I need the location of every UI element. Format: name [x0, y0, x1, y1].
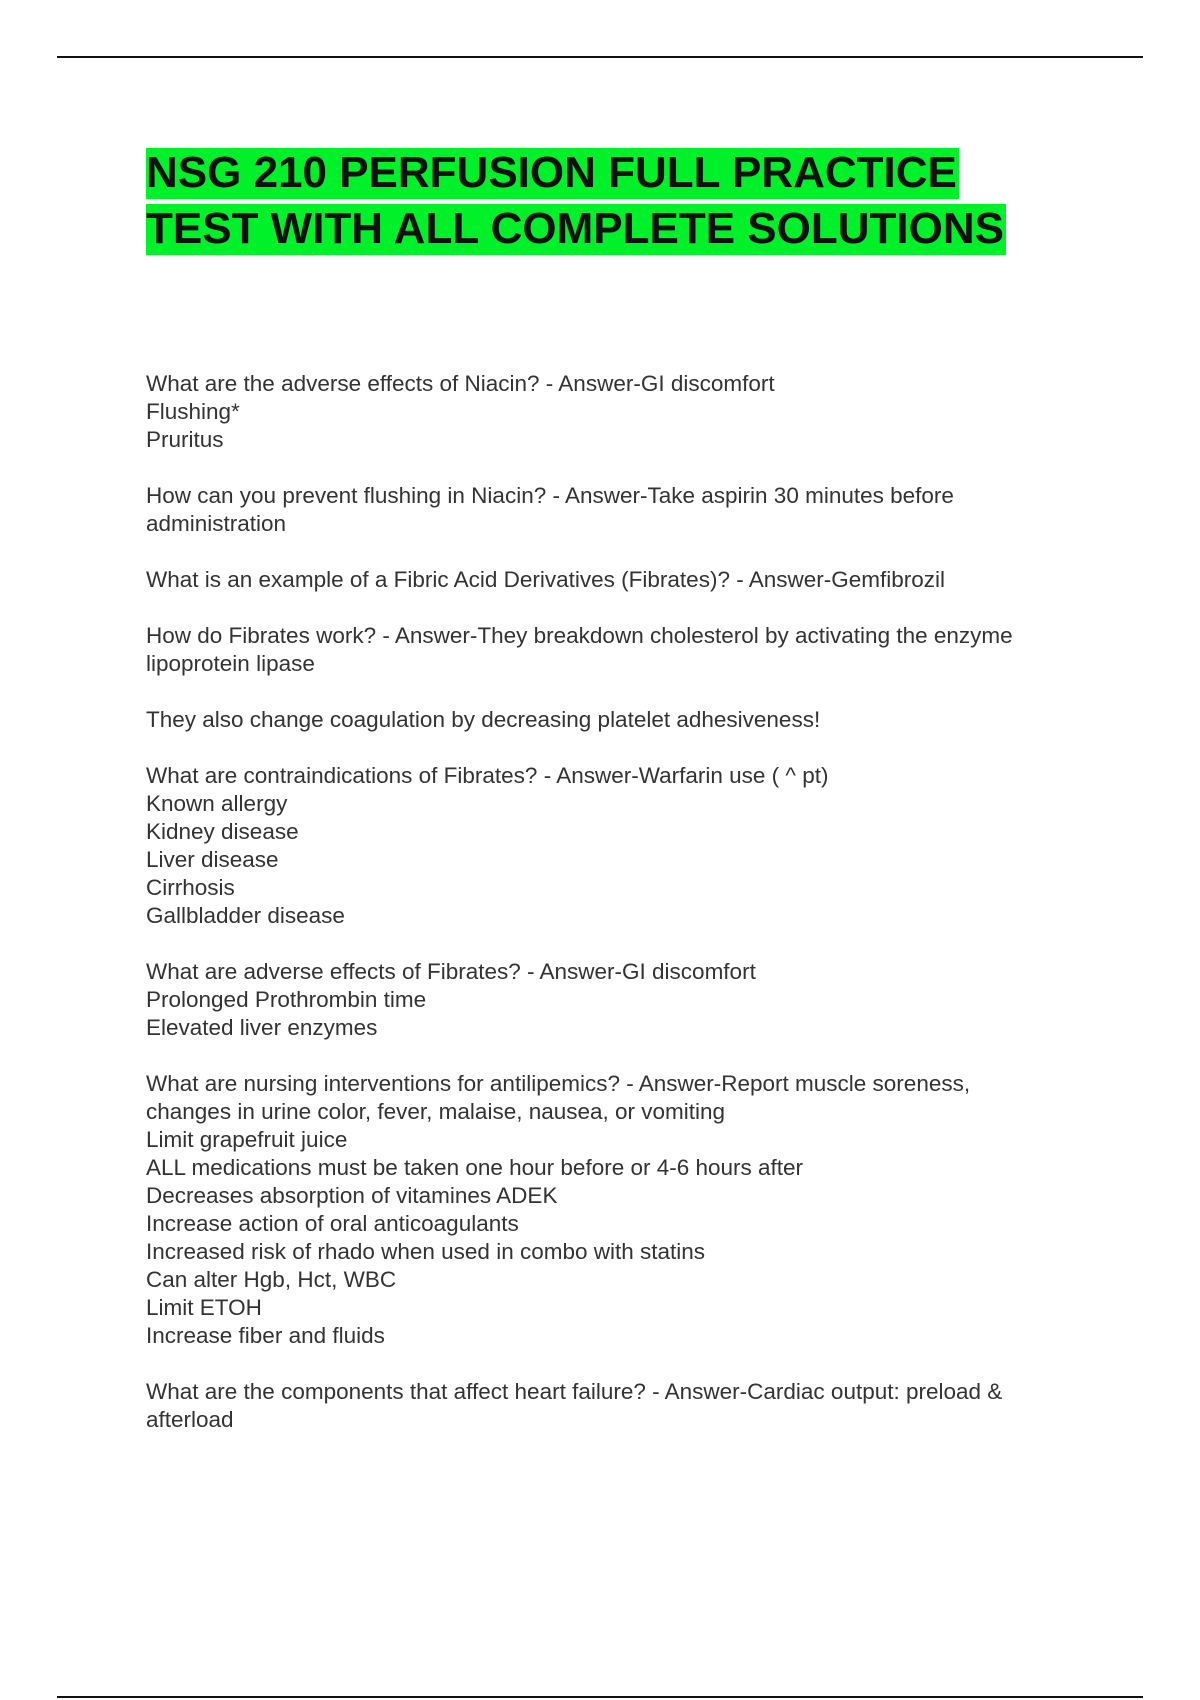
answer-line: Cirrhosis [146, 875, 235, 900]
qa-entry [146, 706, 1106, 734]
answer-line: Gallbladder disease [146, 903, 345, 928]
answer-line: Elevated liver enzymes [146, 1015, 378, 1040]
answer-line: Kidney disease [146, 819, 299, 844]
answer-line: Can alter Hgb, Hct, WBC [146, 1267, 397, 1292]
question-text: What are the adverse effects of Niacin? - Answer-GI discomfort [146, 371, 775, 396]
answer-line: Limit ETOH [146, 1295, 262, 1320]
qa-entry [146, 482, 1106, 538]
answer-line: administration [146, 511, 287, 536]
answer-line: lipoprotein lipase [146, 651, 315, 676]
question-text: What are contraindications of Fibrates? - Answer-Warfarin use ( ^ pt) [146, 763, 829, 788]
answer-line: Flushing* [146, 399, 240, 424]
qa-entry [146, 622, 1106, 678]
question-text: How do Fibrates work? - Answer-They breakdown cholesterol by activating the enzyme [146, 623, 1013, 648]
question-text: They also change coagulation by decreasing platelet adhesiveness! [146, 707, 821, 732]
qa-entry [146, 1070, 1106, 1350]
header-rule [57, 56, 1143, 58]
answer-line: Limit grapefruit juice [146, 1127, 348, 1152]
answer-line: afterload [146, 1407, 234, 1432]
answer-line: Increase fiber and fluids [146, 1323, 385, 1348]
question-text: What is an example of a Fibric Acid Derivatives (Fibrates)? - Answer-Gemfibrozil [146, 567, 946, 592]
question-text: What are nursing interventions for antilipemics? - Answer-Report muscle soreness, [146, 1071, 971, 1096]
question-text: What are the components that affect heart failure? - Answer-Cardiac output: preload & [146, 1379, 1003, 1404]
answer-line: Liver disease [146, 847, 279, 872]
answer-line: changes in urine color, fever, malaise, nausea, or vomiting [146, 1099, 726, 1124]
answer-line: Increased risk of rhado when used in combo with statins [146, 1239, 706, 1264]
qa-entry [146, 370, 1106, 454]
qa-entry [146, 762, 1106, 930]
question-text: What are adverse effects of Fibrates? - Answer-GI discomfort [146, 959, 756, 984]
answer-line: Increase action of oral anticoagulants [146, 1211, 519, 1236]
footer-rule [57, 1696, 1143, 1698]
answer-line: Known allergy [146, 791, 288, 816]
qa-content [146, 370, 1106, 1462]
document-title [146, 145, 1126, 257]
question-text: How can you prevent flushing in Niacin? - Answer-Take aspirin 30 minutes before [146, 483, 954, 508]
qa-entry [146, 566, 1106, 594]
qa-entry [146, 958, 1106, 1042]
answer-line: Decreases absorption of vitamines ADEK [146, 1183, 558, 1208]
title-line: TEST WITH ALL COMPLETE SOLUTIONS [146, 204, 1004, 253]
qa-entry [146, 1378, 1106, 1434]
answer-line: Pruritus [146, 427, 224, 452]
answer-line: Prolonged Prothrombin time [146, 987, 427, 1012]
title-line: NSG 210 PERFUSION FULL PRACTICE [146, 148, 957, 197]
answer-line: ALL medications must be taken one hour before or 4-6 hours after [146, 1155, 804, 1180]
